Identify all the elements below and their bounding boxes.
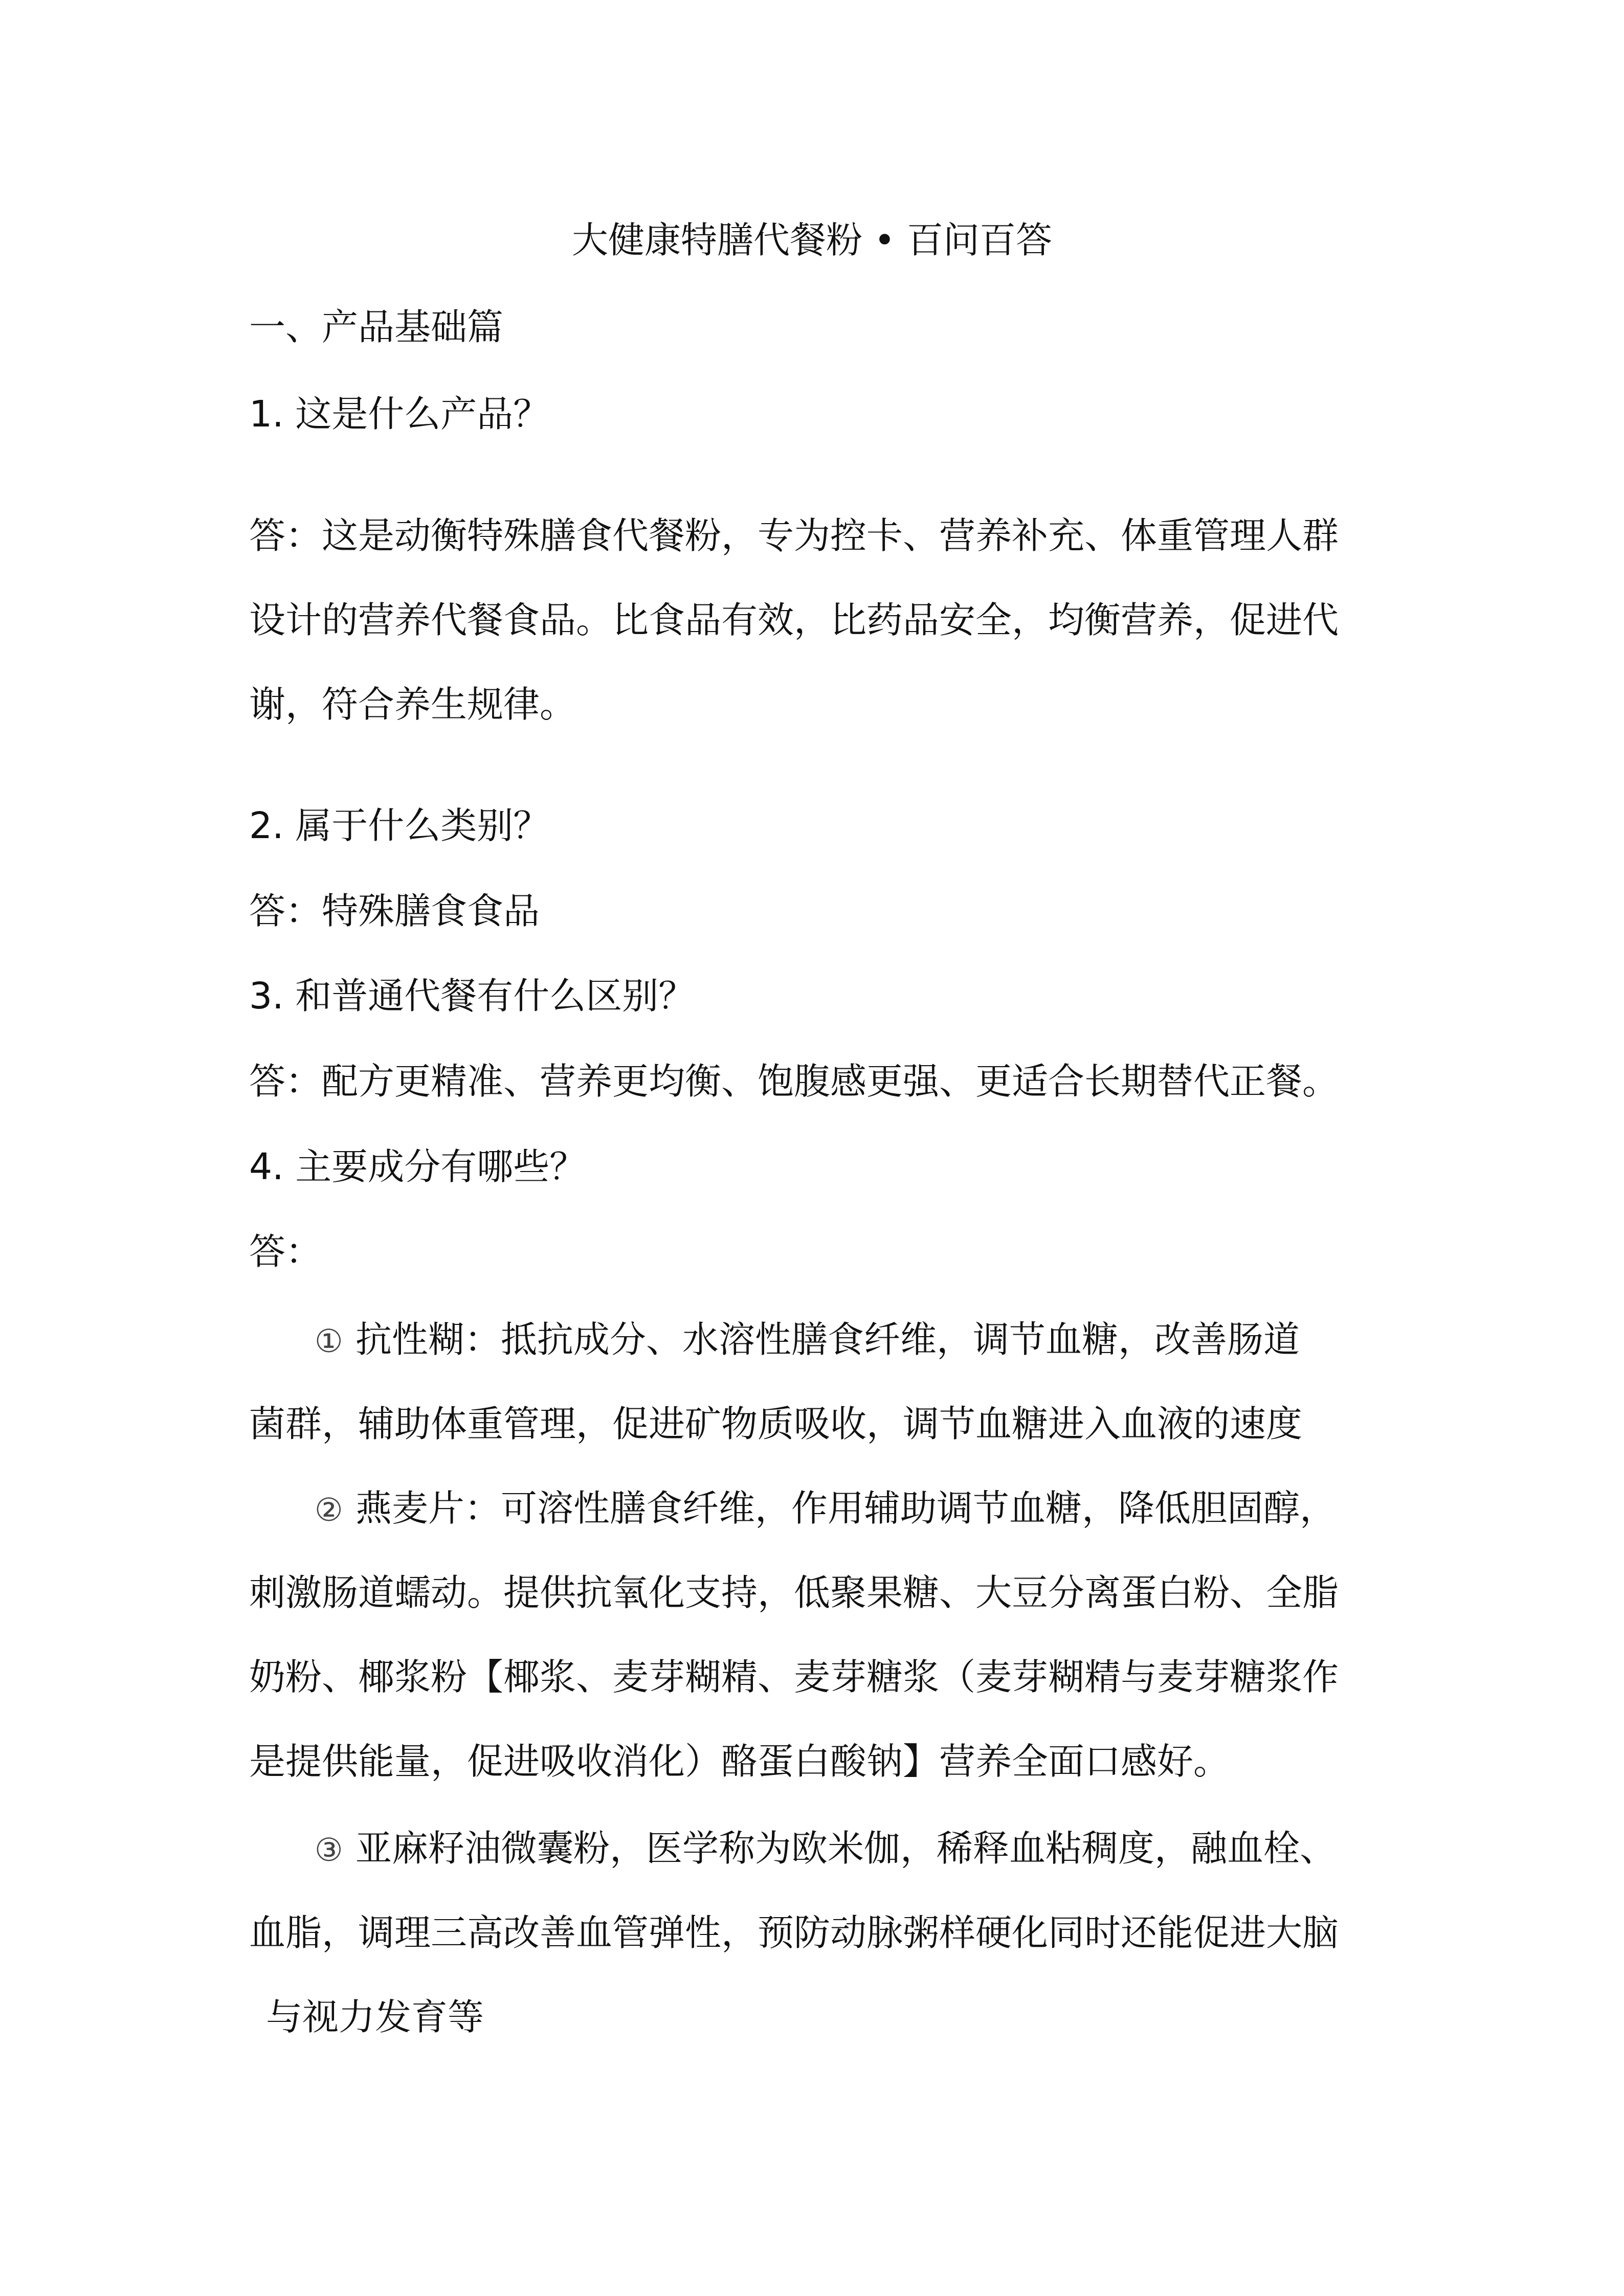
ingredient-2-line-4: 是提供能量，促进吸收消化）酪蛋白酸钠】营养全面口感好。 [249, 1740, 1230, 1783]
ingredient-2-line-2: 刺激肠道蠕动。提供抗氧化支持，低聚果糖、大豆分离蛋白粉、全脂 [249, 1571, 1339, 1614]
ingredient-marker: ② [315, 1491, 343, 1528]
question-2: 2. 属于什么类别？ [249, 804, 550, 847]
ingredient-2-line-1 [315, 1480, 1336, 1537]
ingredient-marker: ① [315, 1322, 343, 1360]
ingredient-1-line-2: 菌群，辅助体重管理，促进矿物质吸收，调节血糖进入血液的速度 [249, 1403, 1303, 1445]
ingredient-text: 亚麻籽油微囊粉，医学称为欧米伽，稀释血粘稠度，融血栓、 [355, 1827, 1337, 1870]
answer-1-line-1: 答：这是动衡特殊膳食代餐粉，专为控卡、营养补充、体重管理人群 [249, 514, 1339, 557]
document-title: 大健康特膳代餐粉 • 百问百答 [571, 219, 1053, 261]
question-1: 1. 这是什么产品？ [249, 393, 550, 435]
ingredient-2-line-3: 奶粉、椰浆粉【椰浆、麦芽糊精、麦芽糖浆（麦芽糊精与麦芽糖浆作 [249, 1656, 1339, 1698]
question-4: 4. 主要成分有哪些？ [249, 1145, 586, 1188]
ingredient-text: 抗性糊：抵抗成分、水溶性膳食纤维，调节血糖，改善肠道 [355, 1318, 1300, 1361]
answer-3: 答：配方更精准、营养更均衡、饱腹感更强、更适合长期替代正餐。 [249, 1060, 1339, 1102]
ingredient-3-line-3: 与视力发育等 [266, 1996, 484, 2038]
answer-1-line-2: 设计的营养代餐食品。比食品有效，比药品安全，均衡营养，促进代 [249, 599, 1339, 641]
answer-4: 答： [249, 1230, 322, 1273]
ingredient-1-line-1 [315, 1312, 1300, 1368]
ingredient-text: 燕麦片：可溶性膳食纤维，作用辅助调节血糖，降低胆固醇， [355, 1487, 1337, 1529]
question-3: 3. 和普通代餐有什么区别？ [249, 975, 695, 1017]
ingredient-3-line-1 [315, 1820, 1336, 1877]
section-heading: 一、产品基础篇 [249, 306, 504, 348]
answer-1-line-3: 谢，符合养生规律。 [249, 683, 576, 726]
ingredient-3-line-2: 血脂，调理三高改善血管弹性，预防动脉粥样硬化同时还能促进大脑 [249, 1911, 1339, 1954]
ingredient-marker: ③ [315, 1831, 343, 1869]
answer-2: 答：特殊膳食食品 [249, 890, 540, 932]
